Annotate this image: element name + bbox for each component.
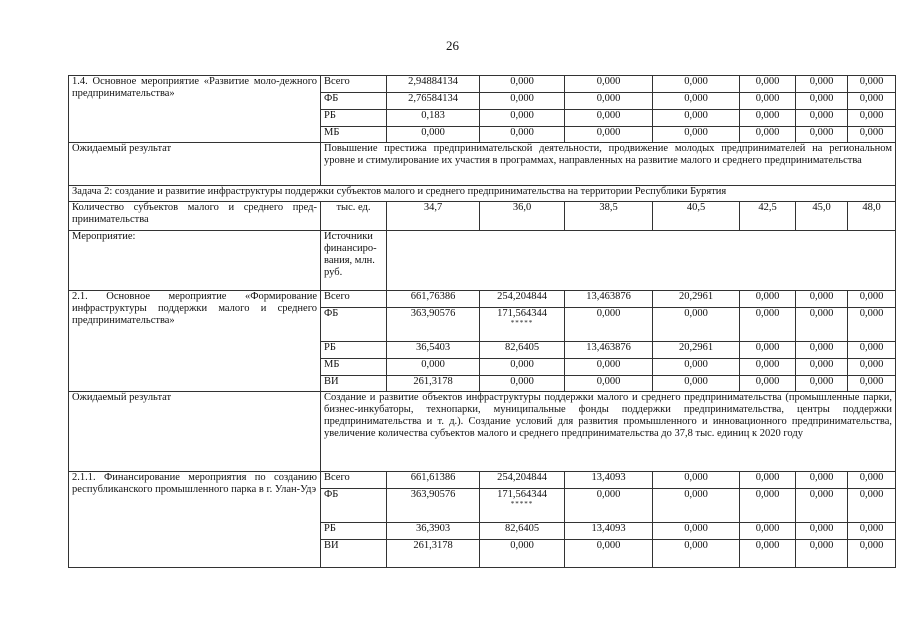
value: 0,000: [859, 110, 884, 121]
value-cell: [740, 540, 796, 568]
value-cell: [653, 489, 740, 523]
funding-source: МБ: [321, 359, 387, 376]
value-cell: [796, 308, 848, 342]
value-cell: [740, 359, 796, 376]
value-cell: [480, 342, 565, 359]
value-cell: [565, 376, 653, 392]
indicator-unit: тыс. ед.: [321, 202, 387, 231]
value-cell: [740, 376, 796, 392]
value: 13,463876: [586, 342, 631, 353]
value: 0,000: [755, 308, 780, 319]
value-cell: [565, 308, 653, 342]
value: 0,000: [809, 376, 834, 387]
value-cell: [740, 76, 796, 93]
value: 0,000: [684, 376, 708, 387]
value: 36,3903: [415, 523, 451, 534]
value: 0,000: [421, 127, 445, 138]
value-cell: [387, 489, 480, 523]
value-cell: [796, 127, 848, 143]
value-cell: [796, 523, 848, 540]
value-cell: [848, 523, 896, 540]
value: 661,76386: [410, 291, 456, 302]
value-cell: [740, 127, 796, 143]
indicator-value: 45,0: [796, 202, 848, 231]
value: 0,000: [809, 76, 834, 87]
value: 0,000: [859, 291, 884, 302]
value-cell: [565, 540, 653, 568]
source-header: Источники финансиро-вания, млн. руб.: [321, 231, 387, 291]
value: 20,2961: [678, 291, 714, 302]
value: 13,4093: [591, 472, 626, 483]
value-cell: [796, 110, 848, 127]
expected-result-label: Ожидаемый результат: [69, 392, 321, 472]
funding-source: Всего: [321, 472, 387, 489]
value-cell: [565, 76, 653, 93]
value: 0,000: [755, 76, 780, 87]
value-cell: [480, 291, 565, 308]
value: 0,000: [596, 489, 621, 500]
value: 0,000: [684, 110, 708, 121]
value-cell: [740, 110, 796, 127]
funding-source: ВИ: [321, 376, 387, 392]
value-cell: [480, 472, 565, 489]
value-cell: [653, 110, 740, 127]
value-cell: [480, 93, 565, 110]
value-cell: [653, 359, 740, 376]
value: 0,000: [859, 376, 884, 387]
value-cell: [848, 359, 896, 376]
value: 2,94884134: [408, 76, 458, 87]
value-cell: [848, 291, 896, 308]
value-cell: [480, 540, 565, 568]
value: 0,000: [510, 76, 534, 87]
value-cell: [565, 489, 653, 523]
table-row: [69, 143, 896, 186]
value-cell: [387, 308, 480, 342]
value-cell: [740, 489, 796, 523]
table-row: [69, 231, 896, 291]
value-note: *****: [510, 319, 534, 327]
value-cell: [848, 127, 896, 143]
value-cell: [480, 76, 565, 93]
funding-source: ФБ: [321, 93, 387, 110]
value: 13,463876: [586, 291, 631, 302]
value: 20,2961: [678, 342, 714, 353]
value: 0,000: [596, 76, 621, 87]
value: 0,183: [421, 110, 445, 121]
funding-source: Всего: [321, 76, 387, 93]
value: 0,000: [755, 127, 780, 138]
value-cell: [387, 376, 480, 392]
value: 0,000: [809, 472, 834, 483]
value-cell: [740, 523, 796, 540]
value: 0,000: [809, 127, 834, 138]
value-cell: [653, 523, 740, 540]
value-cell: [387, 127, 480, 143]
value: 0,000: [859, 489, 884, 500]
value: 0,000: [755, 93, 780, 104]
value-cell: [387, 523, 480, 540]
value-cell: [796, 540, 848, 568]
value-cell: [387, 76, 480, 93]
value-cell: [848, 342, 896, 359]
value: 0,000: [809, 291, 834, 302]
value-cell: [480, 376, 565, 392]
value-cell: [565, 359, 653, 376]
value-cell: [653, 308, 740, 342]
value: 363,90576: [410, 308, 456, 319]
value-cell: [848, 489, 896, 523]
value-cell: [565, 291, 653, 308]
value-cell: [387, 359, 480, 376]
value: 0,000: [755, 489, 780, 500]
table-row: [69, 186, 896, 202]
value: 0,000: [684, 540, 708, 551]
value-cell: [796, 472, 848, 489]
value: 0,000: [510, 110, 534, 121]
value-cell: [565, 110, 653, 127]
value-cell: [848, 76, 896, 93]
value-cell: [565, 93, 653, 110]
value-cell: [796, 76, 848, 93]
value-cell: [740, 472, 796, 489]
value: 0,000: [510, 540, 534, 551]
value: 0,000: [859, 342, 884, 353]
indicator-value: 34,7: [387, 202, 480, 231]
value: 0,000: [755, 523, 780, 534]
value: 261,3178: [413, 376, 453, 387]
value: 0,000: [684, 127, 708, 138]
value-cell: [796, 376, 848, 392]
value: 13,4093: [591, 523, 626, 534]
value: 0,000: [859, 127, 884, 138]
value: 0,000: [755, 291, 780, 302]
value-cell: [565, 127, 653, 143]
value: 0,000: [809, 523, 834, 534]
value: 0,000: [684, 76, 708, 87]
funding-source: ВИ: [321, 540, 387, 568]
value: 0,000: [421, 359, 445, 370]
measure-label: Мероприятие:: [69, 231, 321, 291]
value-cell: [387, 540, 480, 568]
value-cell: [740, 93, 796, 110]
value-cell: [480, 359, 565, 376]
value-cell: [653, 342, 740, 359]
value: 171,564344: [497, 489, 547, 500]
value-cell: [480, 523, 565, 540]
value-cell: [848, 110, 896, 127]
table-row: [69, 202, 896, 231]
indicator-value: 36,0: [480, 202, 565, 231]
value: 0,000: [859, 308, 884, 319]
funding-source: Всего: [321, 291, 387, 308]
value-cell: [653, 376, 740, 392]
value: 0,000: [809, 359, 834, 370]
indicator-value: 40,5: [653, 202, 740, 231]
value: 0,000: [596, 110, 621, 121]
expected-result-label: Ожидаемый результат: [69, 143, 321, 186]
value: 0,000: [809, 342, 834, 353]
expected-result-text: Повышение престижа предпринимательской деятельности, продвижение молодых предпринимателей на региональном уровне и стимулирование их участия в программах, направленных на развитие малого и среднего предпринимательства: [321, 143, 896, 186]
value-cell: [565, 472, 653, 489]
value-cell: [387, 291, 480, 308]
value-cell: [387, 110, 480, 127]
value-cell: [387, 93, 480, 110]
value-cell: [387, 472, 480, 489]
funding-source: МБ: [321, 127, 387, 143]
value: 0,000: [755, 359, 780, 370]
value: 0,000: [809, 93, 834, 104]
funding-source: ФБ: [321, 308, 387, 342]
indicator-value: 48,0: [848, 202, 896, 231]
value-cell: [848, 472, 896, 489]
value-cell: [565, 523, 653, 540]
value-cell: [796, 489, 848, 523]
value-cell: [480, 489, 565, 523]
value: 661,61386: [410, 472, 456, 483]
value: 2,76584134: [408, 93, 458, 104]
value: 0,000: [755, 376, 780, 387]
value: 82,6405: [504, 342, 540, 353]
program-table: [68, 75, 896, 568]
value-cell: [480, 127, 565, 143]
value: 0,000: [684, 472, 708, 483]
value: 0,000: [684, 359, 708, 370]
funding-source: РБ: [321, 523, 387, 540]
value-cell: [848, 376, 896, 392]
value: 0,000: [859, 93, 884, 104]
value-cell: [848, 540, 896, 568]
funding-source: РБ: [321, 342, 387, 359]
value-cell: [480, 110, 565, 127]
value-cell: [740, 342, 796, 359]
value-cell: [653, 127, 740, 143]
value-cell: [796, 359, 848, 376]
value: 0,000: [809, 540, 834, 551]
measure-title: 2.1. Основное мероприятие «Формирование инфраструктуры поддержки малого и среднего предпринимательства»: [69, 291, 321, 392]
value-cell: [740, 291, 796, 308]
value: 82,6405: [504, 523, 540, 534]
value: 0,000: [809, 489, 834, 500]
value: 0,000: [510, 359, 534, 370]
value-cell: [653, 540, 740, 568]
value: 0,000: [510, 127, 534, 138]
table-row: [69, 392, 896, 472]
value-cell: [796, 342, 848, 359]
value-cell: [653, 93, 740, 110]
task-heading: Задача 2: создание и развитие инфраструктуры поддержки субъектов малого и среднего предпринимательства на территории Республики Бурятия: [69, 186, 896, 202]
measure-title: 2.1.1. Финансирование мероприятия по созданию республиканского промышленного парка в г. Улан-Удэ: [69, 472, 321, 568]
value: 0,000: [859, 359, 884, 370]
value-cell: [796, 291, 848, 308]
value-cell: [653, 291, 740, 308]
value: 0,000: [596, 127, 621, 138]
value: 0,000: [859, 523, 884, 534]
value: 0,000: [755, 540, 780, 551]
indicator-value: 38,5: [565, 202, 653, 231]
funding-source: ФБ: [321, 489, 387, 523]
value-cell: [653, 76, 740, 93]
expected-result-text: Создание и развитие объектов инфраструктуры поддержки малого и среднего предпринимательства (промышленные парки, бизнес-инкубаторы, технопарки, муниципальные фонды поддержки предпринимательства, центры поддержки предпринимательства и т. д.). Создание условий для развития промышленного и инновационного предпринимательства, увеличение количества субъектов малого и среднего предпринимательства до 37,8 тыс. единиц к 2020 году: [321, 392, 896, 472]
value: 0,000: [596, 376, 621, 387]
value: 0,000: [510, 93, 534, 104]
value: 254,204844: [497, 291, 547, 302]
value: 0,000: [596, 308, 621, 319]
value: 36,5403: [415, 342, 451, 353]
value-note: *****: [510, 500, 534, 508]
value: 0,000: [510, 376, 534, 387]
value: 171,564344: [497, 308, 547, 319]
measure-title: 1.4. Основное мероприятие «Развитие моло-дежного предпринимательства»: [69, 76, 321, 143]
value: 0,000: [859, 472, 884, 483]
value: 0,000: [596, 93, 621, 104]
table-row: [69, 472, 896, 489]
value-cell: [653, 472, 740, 489]
value: 0,000: [684, 308, 708, 319]
value: 363,90576: [410, 489, 456, 500]
value-cell: [480, 308, 565, 342]
table-row: [69, 76, 896, 93]
table-row: [69, 291, 896, 308]
value: 0,000: [684, 93, 708, 104]
indicator-value: 42,5: [740, 202, 796, 231]
value-cell: [740, 308, 796, 342]
value-cell: [796, 93, 848, 110]
value-cell: [565, 342, 653, 359]
value-cell: [387, 342, 480, 359]
value: 0,000: [809, 308, 834, 319]
empty-cell: [387, 231, 896, 291]
value-cell: [848, 93, 896, 110]
value: 0,000: [684, 523, 708, 534]
value: 0,000: [809, 110, 834, 121]
value: 254,204844: [497, 472, 547, 483]
value: 0,000: [684, 489, 708, 500]
value: 0,000: [859, 540, 884, 551]
page-number: 26: [446, 38, 459, 53]
value-cell: [848, 308, 896, 342]
value: 0,000: [755, 472, 780, 483]
value: 261,3178: [413, 540, 453, 551]
value: 0,000: [596, 359, 621, 370]
value: 0,000: [755, 342, 780, 353]
value: 0,000: [859, 76, 884, 87]
indicator-label: Количество субъектов малого и среднего пред-принимательства: [69, 202, 321, 231]
funding-source: РБ: [321, 110, 387, 127]
value: 0,000: [755, 110, 780, 121]
value: 0,000: [596, 540, 621, 551]
